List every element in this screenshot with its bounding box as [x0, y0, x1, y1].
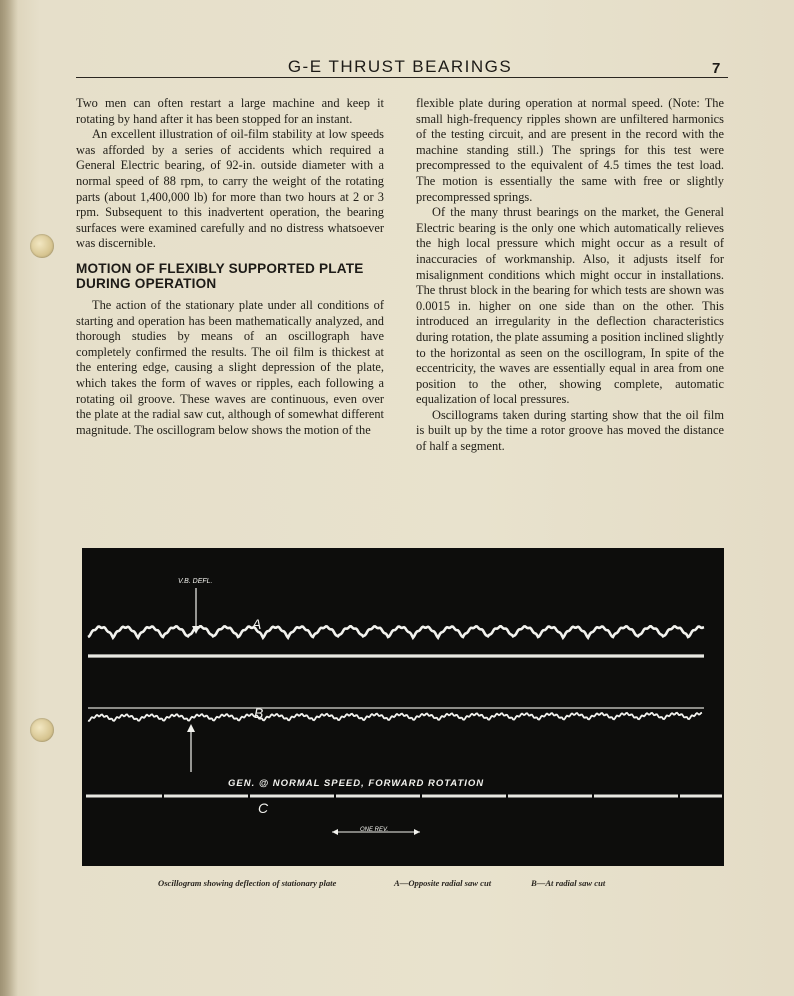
scale-arrowhead-left: [332, 829, 338, 835]
trace-b-wave: [88, 713, 702, 721]
trace-a-wave: [88, 626, 704, 637]
trace-a-label: A: [252, 616, 262, 632]
running-header-title: G-E THRUST BEARINGS: [287, 57, 513, 76]
timing-tick: [162, 794, 164, 799]
binder-hole-bottom: [30, 718, 54, 742]
marker-arrowhead-b: [187, 724, 195, 732]
marker-label: V.B. DEFL.: [178, 578, 213, 585]
figure-caption: [0, 878, 794, 892]
binding-shadow: [0, 0, 18, 996]
right-text-column: [416, 96, 724, 455]
timing-tick: [420, 794, 422, 799]
trace-b-label: B: [254, 705, 264, 721]
left-text-column: [76, 96, 384, 438]
caption-b-note: B—At radial saw cut: [531, 878, 606, 888]
scale-arrowhead-right: [414, 829, 420, 835]
timing-tick: [334, 794, 336, 799]
caption-a-note: A—Opposite radial saw cut: [394, 878, 492, 888]
condition-annotation: GEN. @ NORMAL SPEED, FORWARD ROTATION: [228, 778, 485, 789]
timing-tick: [248, 794, 250, 799]
paragraph: Oscillograms taken during starting show that the oil film is built up by the time a rotor groove has moved the distance of half a segment.: [416, 407, 724, 454]
trace-c-label: C: [258, 800, 269, 816]
timing-tick: [506, 794, 508, 799]
paragraph: flexible plate during operation at normal speed. (Note: The small high-frequency ripples shown are unfiltered harmonics of the testing circuit, and are present in the record with the machine standing still.) The springs for this test were precompressed to the equivalent of 4.5 times the test load. The motion is essentially the same with free or slightly precompressed springs.: [416, 96, 724, 204]
header-rule: [76, 77, 728, 78]
paragraph: Of the many thrust bearings on the market, the General Electric bearing is the only one which automatically relieves the high local pressure which might occur as a result of inaccuracies of workmanship. Also, it adjusts itself for misalignment conditions which might occur in installations. The thrust block in the bearing for which tests are shown was 0.0015 in. higher on one side than on the other. This introduced an irregularity in the deflection characteristics during rotation, the plate assuming a position inclined slightly to the horizontal as seen on the oscillogram, In spite of the eccentricity, the waves are essentially equal in area from one position to the other, showing complete, automatic equalization of local pressures.: [416, 205, 724, 407]
oscillogram-figure: [82, 548, 724, 866]
paragraph: The action of the stationary plate under all conditions of starting and operation has been mathematically analyzed, and thorough studies by means of an oscillograph have completely confirmed the results. The oil film is thickest at the entering edge, causing a slight depression of the plate, which takes the form of waves or ripples, each following a rotating oil groove. These waves are continuous, even over the plate at the radial saw cut, although of somewhat different magnitude. The oscillogram below shows the motion of the: [76, 297, 384, 437]
section-heading: MOTION OF FLEXIBLY SUPPORTED PLATE DURING OPERATION: [76, 260, 364, 292]
timing-tick: [592, 794, 594, 799]
binder-hole-top: [30, 234, 54, 258]
timing-tick: [678, 794, 680, 799]
paragraph: Two men can often restart a large machine and keep it rotating by hand after it has been stopped for an instant.: [76, 96, 384, 126]
paragraph: An excellent illustration of oil-film stability at low speeds was afforded by a series of accidents which required a General Electric bearing, of 92-in. outside diameter with a normal speed of 88 rpm, to carry the weight of the rotating parts (about 1,400,000 lb) for more than two hours at 2 or 3 rpm. Subsequent to this inadvertent operation, the bearing surfaces were examined carefully and no distress whatsoever was discernible.: [76, 127, 384, 251]
oscillogram-traces: [82, 548, 724, 866]
caption-main: Oscillogram showing deflection of stationary plate: [158, 878, 337, 888]
scale-label: ONE REV.: [360, 827, 389, 833]
page-number: 7: [712, 60, 721, 77]
